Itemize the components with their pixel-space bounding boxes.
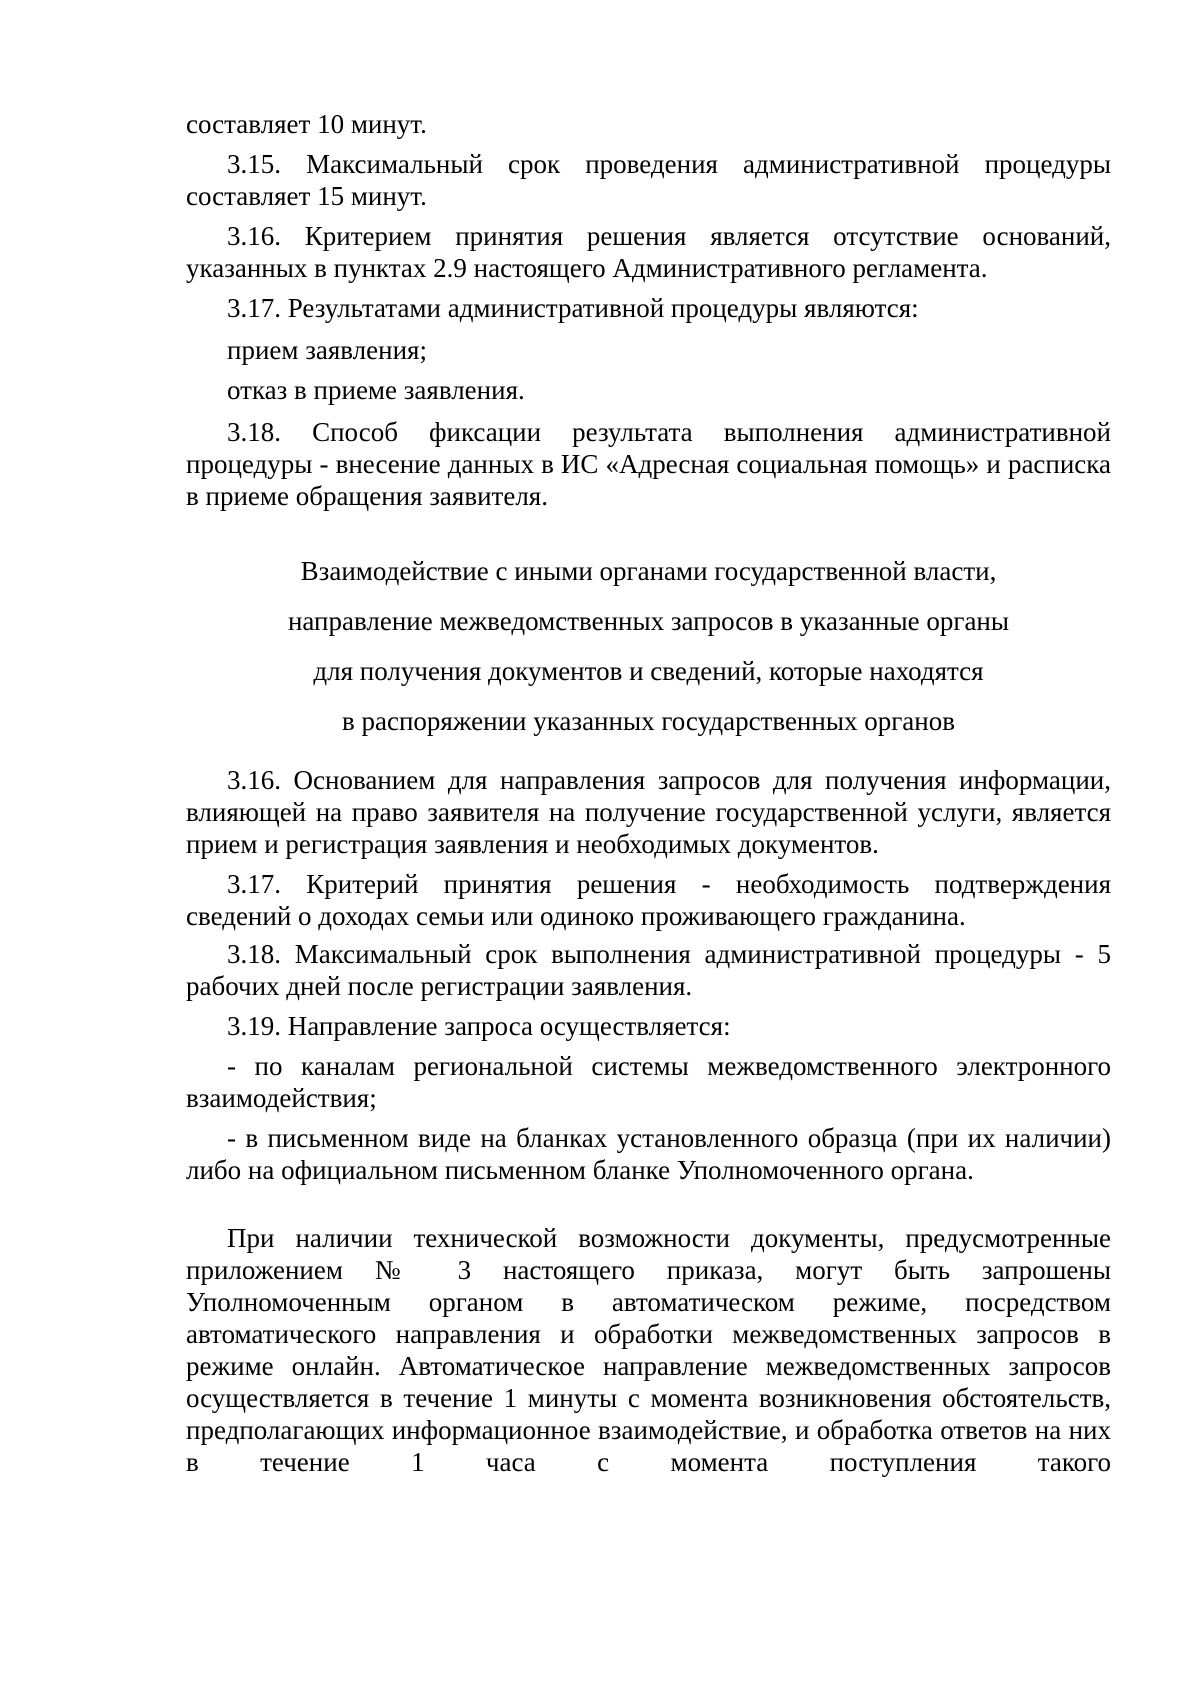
paragraph-3-16-criterion: 3.16. Критерием принятия решения является отсутствие оснований, указанных в пунктах 2.9 настоящего Административного регламента. — [186, 221, 1111, 283]
paragraph-channel-paper: - в письменном виде на бланках установленного образца (при их наличии) либо на официальном письменном бланке Уполномоченного органа. — [186, 1123, 1111, 1185]
section-heading-line: Взаимодействие с иными органами государственной власти, — [300, 556, 997, 586]
paragraph-3-18-fixation: 3.18. Способ фиксации результата выполнения административной процедуры - внесение данных в ИС «Адресная социальная помощь» и расписка в приеме обращения заявителя. — [186, 417, 1111, 511]
paragraph-3-17-results: 3.17. Результатами административной процедуры являются: — [227, 293, 919, 323]
paragraph-continuation: составляет 10 минут. — [186, 109, 427, 139]
paragraph-automatic-requests: При наличии технической возможности документы, предусмотренные приложением № 3 настоящего приказа, могут быть запрошены Уполномоченным органом в автоматическом режиме, посредством автоматического направления и обработки межведомственных запросов в режиме онлайн. Автоматическое направление межведомственных запросов осуществляется в течение 1 минуты с момента возникновения обстоятельств, предполагающих информационное взаимодействие, и обработка ответов на них в течение 1 часа с момента поступления такого — [186, 1223, 1111, 1477]
paragraph-3-15: 3.15. Максимальный срок проведения административной процедуры составляет 15 минут. — [186, 149, 1111, 211]
section-heading-line: направление межведомственных запросов в указанные органы — [287, 606, 1010, 636]
paragraph-3-18-deadline: 3.18. Максимальный срок выполнения административной процедуры - 5 рабочих дней после регистрации заявления. — [186, 939, 1111, 1001]
paragraph-3-19-request: 3.19. Направление запроса осуществляется: — [227, 1011, 731, 1041]
section-heading — [186, 546, 1111, 746]
paragraph-result-refusal: отказ в приеме заявления. — [227, 375, 525, 405]
paragraph-channel-electronic: - по каналам региональной системы межведомственного электронного взаимодействия; — [186, 1051, 1111, 1113]
section-heading-line: в распоряжении указанных государственных органов — [342, 706, 955, 736]
paragraph-3-17-criterion: 3.17. Критерий принятия решения - необходимость подтверждения сведений о доходах семьи или одиноко проживающего гражданина. — [186, 869, 1111, 931]
section-heading-line: для получения документов и сведений, которые находятся — [313, 656, 984, 686]
paragraph-3-16-grounds: 3.16. Основанием для направления запросов для получения информации, влияющей на право заявителя на получение государственной услуги, является прием и регистрация заявления и необходимых документов. — [186, 765, 1111, 859]
paragraph-result-acceptance: прием заявления; — [227, 335, 427, 365]
